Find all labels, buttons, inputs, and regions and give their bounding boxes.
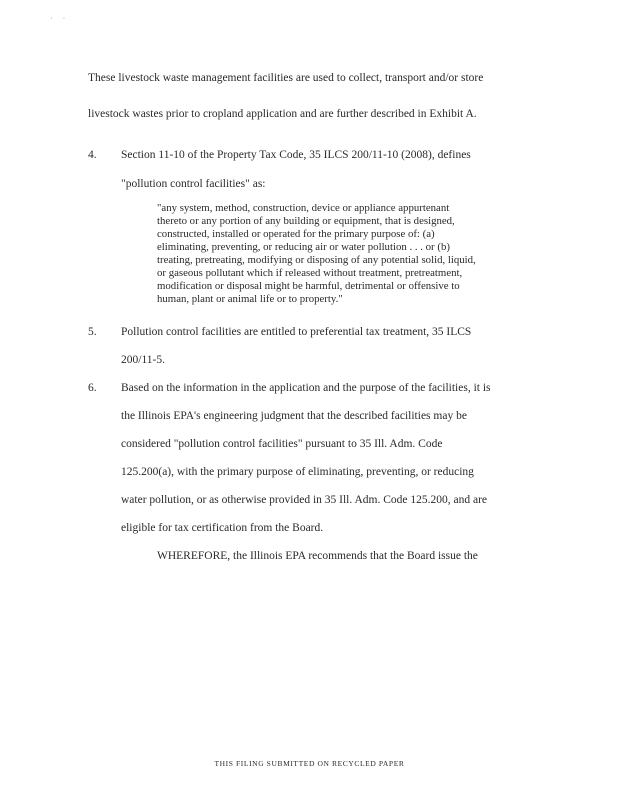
- wherefore-line: WHEREFORE, the Illinois EPA recommends that the Board issue the: [157, 550, 478, 562]
- item-4-line-2: "pollution control facilities" as:: [121, 178, 266, 190]
- item-6-line: 125.200(a), with the primary purpose of eliminating, preventing, or reducing: [121, 466, 474, 478]
- item-6-line: the Illinois EPA's engineering judgment that the described facilities may be: [121, 410, 467, 422]
- corner-mark: · ·: [50, 14, 70, 23]
- item-4-line-1: Section 11-10 of the Property Tax Code, 35 ILCS 200/11-10 (2008), defines: [121, 149, 471, 161]
- recycled-paper-footer: THIS FILING SUBMITTED ON RECYCLED PAPER: [214, 759, 405, 768]
- quote-line: constructed, installed or operated for the primary purpose of: (a): [157, 228, 435, 240]
- item-4-number: 4.: [88, 149, 97, 161]
- quote-line: modification or disposal might be harmful, detrimental or offensive to: [157, 280, 460, 292]
- quote-line: "any system, method, construction, device or appliance appurtenant: [157, 202, 450, 214]
- item-6-line: considered "pollution control facilities" pursuant to 35 Ill. Adm. Code: [121, 438, 443, 450]
- item-5-line-2: 200/11-5.: [121, 354, 165, 366]
- item-5-line-1: Pollution control facilities are entitled to preferential tax treatment, 35 ILCS: [121, 326, 472, 338]
- item-5-number: 5.: [88, 326, 97, 338]
- intro-line-2: livestock wastes prior to cropland application and are further described in Exhibit A.: [88, 108, 477, 120]
- item-6-number: 6.: [88, 382, 97, 394]
- quote-line: treating, pretreating, modifying or disposing of any potential solid, liquid,: [157, 254, 476, 266]
- item-6-line: eligible for tax certification from the Board.: [121, 522, 324, 534]
- quote-line: eliminating, preventing, or reducing air or water pollution . . . or (b): [157, 241, 450, 253]
- intro-line-1: These livestock waste management facilities are used to collect, transport and/or store: [88, 72, 484, 84]
- item-6-line: Based on the information in the application and the purpose of the facilities, it is: [121, 382, 491, 394]
- quote-line: human, plant or animal life or to property.": [157, 293, 343, 305]
- item-6-line: water pollution, or as otherwise provided in 35 Ill. Adm. Code 125.200, and are: [121, 494, 488, 506]
- quote-line: or gaseous pollutant which if released without treatment, pretreatment,: [157, 267, 463, 279]
- quote-line: thereto or any portion of any building or equipment, that is designed,: [157, 215, 455, 227]
